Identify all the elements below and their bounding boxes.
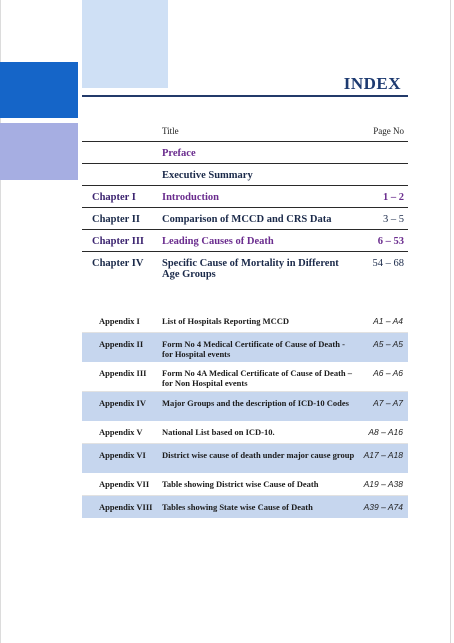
appendix-page: A8 – A16 xyxy=(368,427,403,437)
appendix-row-iv[interactable] xyxy=(82,392,408,421)
appendix-row-iii[interactable] xyxy=(82,362,408,392)
appendix-row-v[interactable] xyxy=(82,421,408,444)
appendix-label: Appendix VII xyxy=(99,479,150,489)
appendix-label: Appendix I xyxy=(99,316,140,326)
appendix-label: Appendix V xyxy=(99,427,143,437)
chapter-row-specific-cause[interactable] xyxy=(82,252,408,284)
chapter-label: Chapter I xyxy=(92,192,136,203)
appendix-label: Appendix III xyxy=(99,368,147,378)
appendix-title: Tables showing State wise Cause of Death xyxy=(162,502,313,512)
chapter-title: Specific Cause of Mortality in Different Age Groups xyxy=(162,258,339,280)
appendix-row-ii[interactable] xyxy=(82,333,408,362)
title-rule xyxy=(82,95,408,97)
decor-light-blue-block xyxy=(82,0,168,88)
appendix-page: A39 – A74 xyxy=(363,502,403,512)
decor-lavender-block xyxy=(0,123,78,180)
appendix-table xyxy=(82,310,408,518)
appendix-page: A6 – A6 xyxy=(373,368,403,378)
chapter-title: Preface xyxy=(162,148,196,159)
appendix-label: Appendix VIII xyxy=(99,502,153,512)
chapter-page: 1 – 2 xyxy=(383,192,404,203)
chapter-row-comparison[interactable] xyxy=(82,208,408,230)
appendix-title: Form No 4A Medical Certificate of Cause of Death – for Non Hospital events xyxy=(162,368,353,388)
page-title: INDEX xyxy=(343,74,401,93)
appendix-title: National List based on ICD-10. xyxy=(162,427,275,437)
appendix-page: A7 – A7 xyxy=(373,398,403,408)
appendix-page: A5 – A5 xyxy=(373,339,403,349)
chapter-title: Leading Causes of Death xyxy=(162,236,274,247)
appendix-title: Major Groups and the description of ICD-10 Codes xyxy=(162,398,349,408)
appendix-row-viii[interactable] xyxy=(82,496,408,518)
column-header-title: Title xyxy=(162,126,179,136)
appendix-title: District wise cause of death under major cause group xyxy=(162,450,355,460)
appendix-row-i[interactable] xyxy=(82,310,408,333)
appendix-label: Appendix VI xyxy=(99,450,146,460)
chapter-label: Chapter II xyxy=(92,214,140,225)
chapter-row-preface[interactable] xyxy=(82,142,408,164)
chapter-page: 3 – 5 xyxy=(383,214,404,225)
appendix-page: A1 – A4 xyxy=(373,316,403,326)
chapter-title: Executive Summary xyxy=(162,170,253,181)
decor-blue-block xyxy=(0,62,78,118)
chapter-label: Chapter IV xyxy=(92,258,144,269)
appendix-row-vii[interactable] xyxy=(82,473,408,496)
chapter-row-executive-summary[interactable] xyxy=(82,164,408,186)
appendix-label: Appendix II xyxy=(99,339,144,349)
chapter-title: Comparison of MCCD and CRS Data xyxy=(162,214,332,225)
column-header-page: Page No xyxy=(373,126,404,136)
chapter-row-introduction[interactable] xyxy=(82,186,408,208)
appendix-page: A17 – A18 xyxy=(363,450,403,460)
appendix-row-vi[interactable] xyxy=(82,444,408,473)
chapter-table xyxy=(82,124,408,284)
page-right-edge xyxy=(450,0,451,643)
chapter-table-header xyxy=(82,124,408,142)
appendix-title: Form No 4 Medical Certificate of Cause of Death - for Hospital events xyxy=(162,339,345,359)
chapter-page: 54 – 68 xyxy=(372,258,404,269)
appendix-label: Appendix IV xyxy=(99,398,147,408)
appendix-page: A19 – A38 xyxy=(363,479,403,489)
chapter-label: Chapter III xyxy=(92,236,145,247)
chapter-page: 6 – 53 xyxy=(377,236,404,247)
appendix-title: List of Hospitals Reporting MCCD xyxy=(162,316,290,326)
chapter-row-leading-causes[interactable] xyxy=(82,230,408,252)
appendix-title: Table showing District wise Cause of Death xyxy=(162,479,319,489)
chapter-title: Introduction xyxy=(162,192,219,203)
